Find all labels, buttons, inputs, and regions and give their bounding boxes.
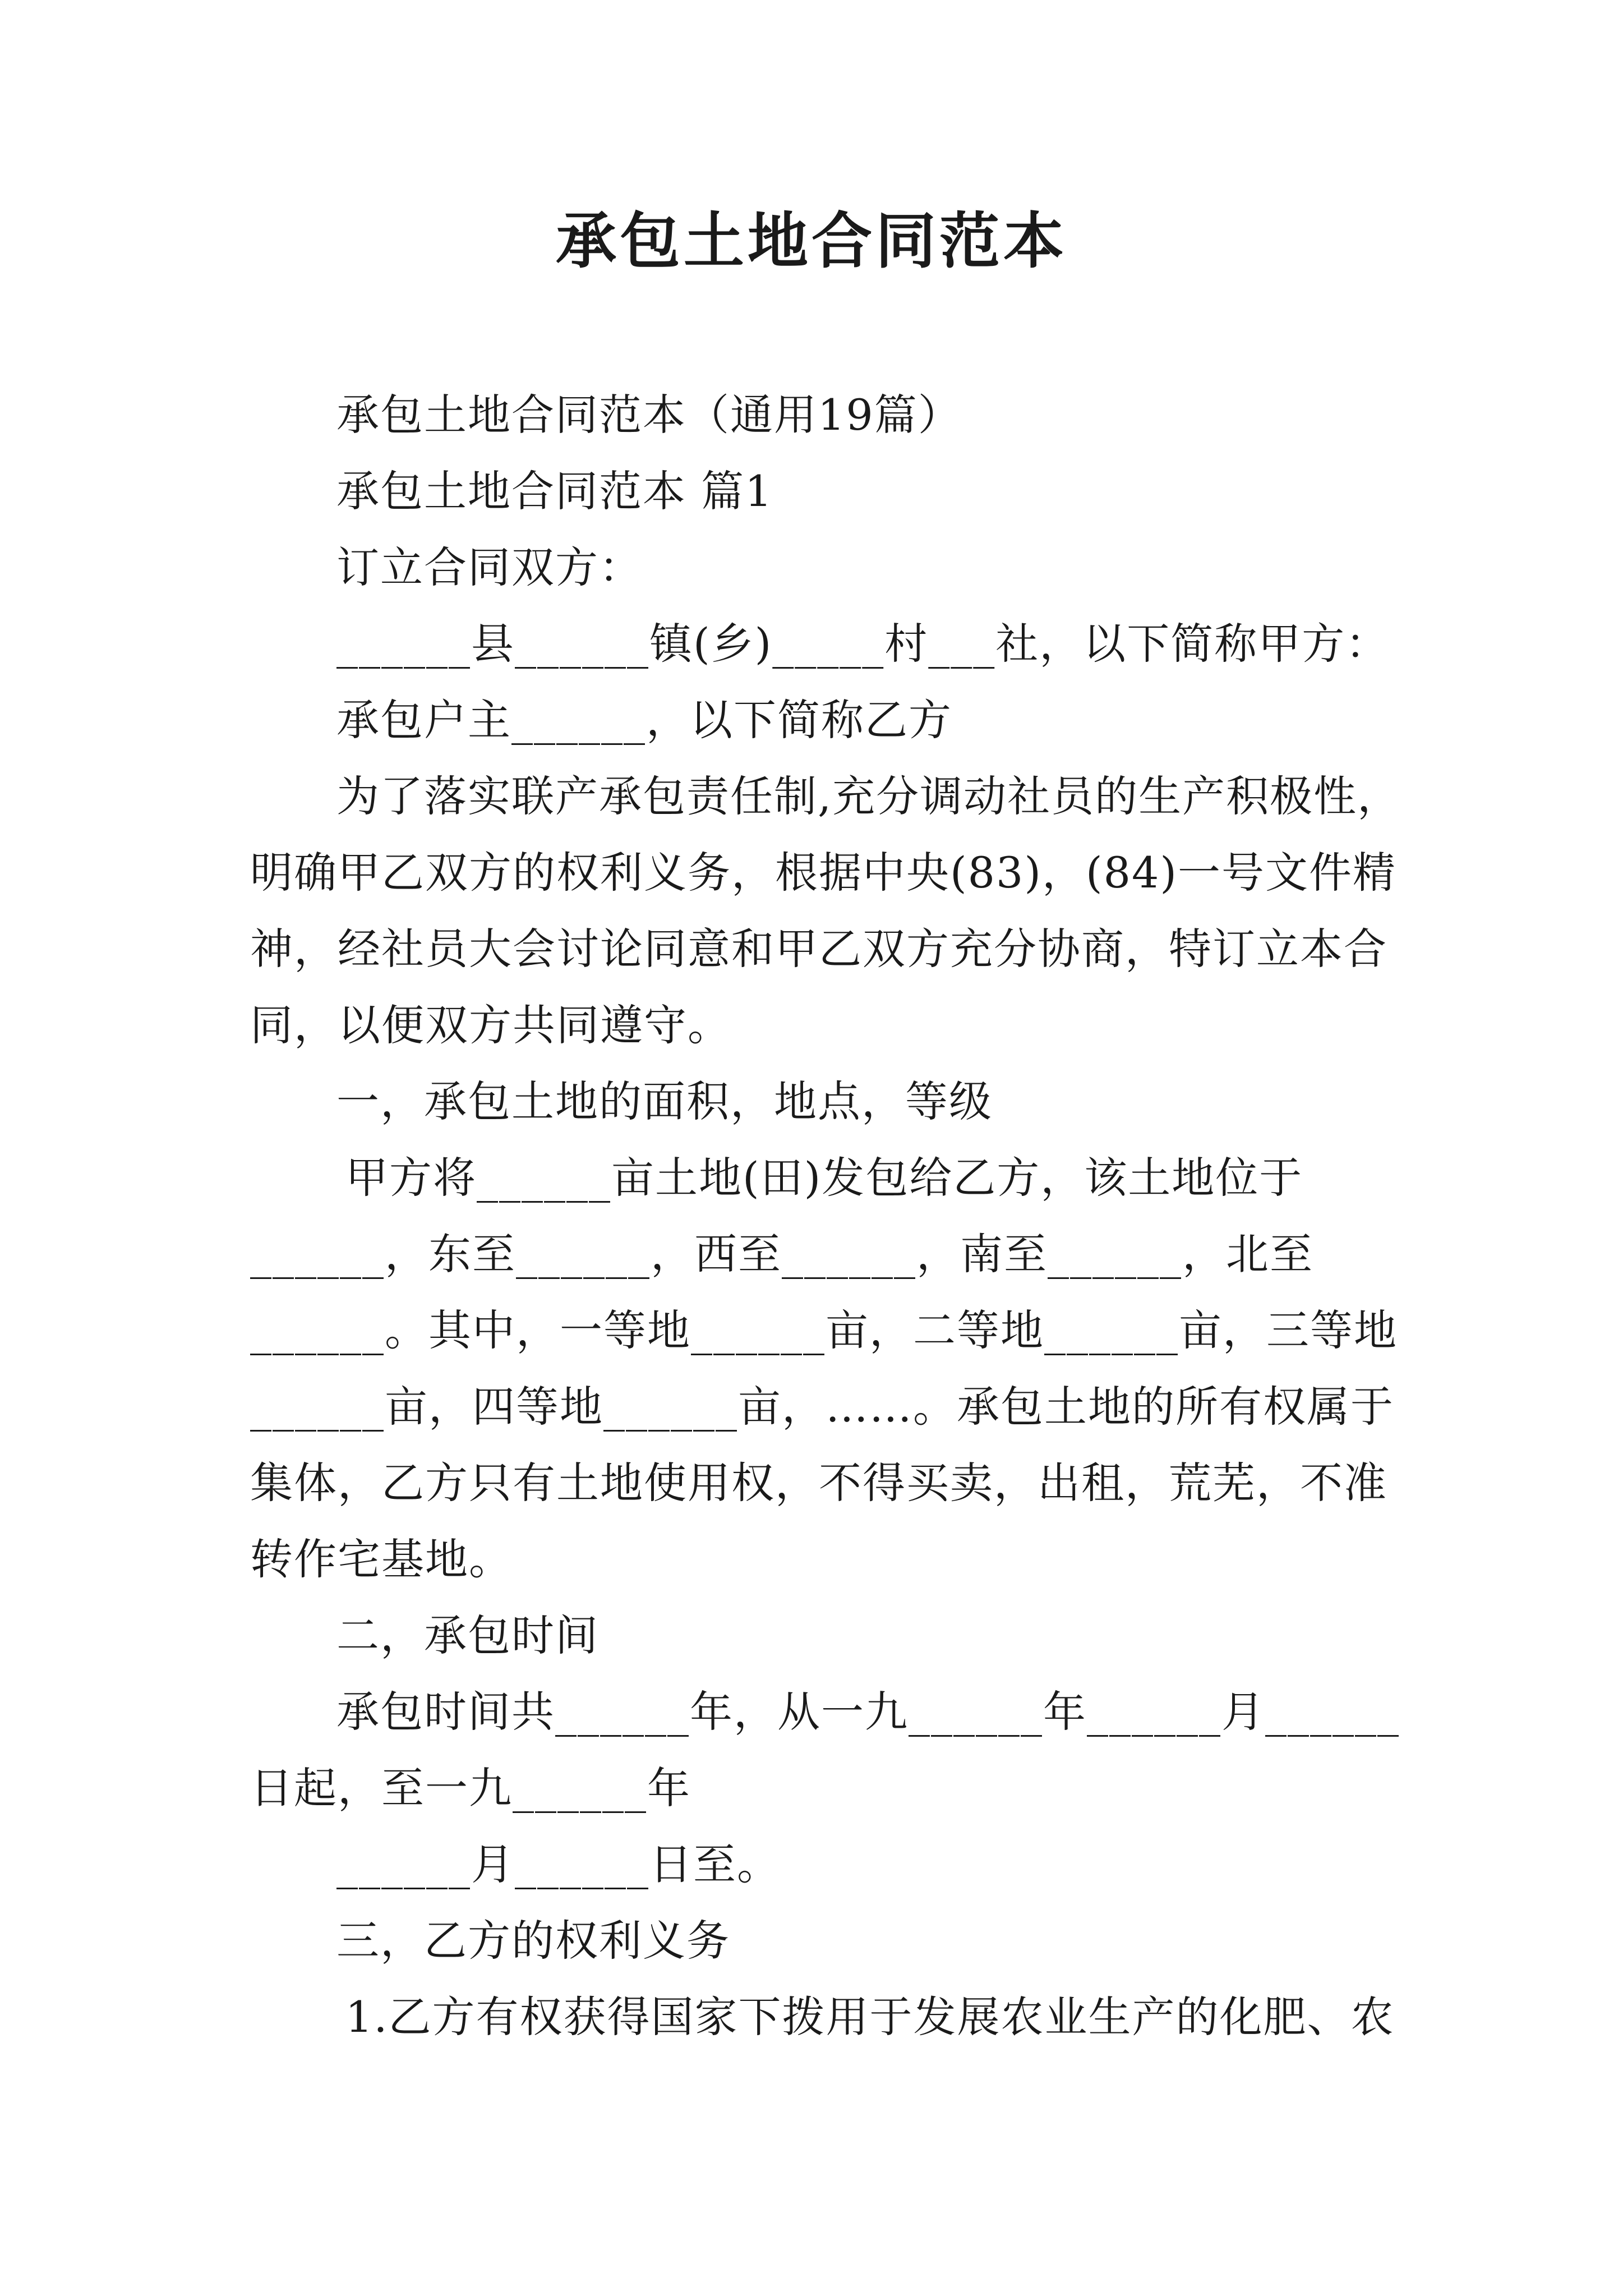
paragraph-line: ______，东至______，西至______，南至______，北至 (250, 1229, 1313, 1279)
paragraph-line: ______亩，四等地______亩，……。承包土地的所有权属于 (250, 1382, 1394, 1432)
paragraph-line: 1.乙方有权获得国家下拨用于发展农业生产的化肥、农 (345, 1992, 1395, 2042)
paragraph-line: ______县______镇(乡)_____村___社，以下简称甲方： (336, 619, 1390, 669)
paragraph-line: 承包户主______，以下简称乙方 (336, 695, 952, 745)
paragraph-line: 日起，至一九______年 (250, 1763, 691, 1813)
paragraph-line: ______月______日至。 (336, 1839, 781, 1889)
document-title: 承包土地合同范本 (555, 206, 1067, 277)
section-heading: 承包土地合同范本 篇1 (336, 466, 773, 516)
paragraph-line: 明确甲乙双方的权利义务，根据中央(83)，(84)一号文件精 (250, 848, 1397, 898)
section-heading: 二，承包时间 (336, 1611, 599, 1660)
paragraph-line: 同，以便双方共同遵守。 (250, 1000, 731, 1050)
paragraph-line: 为了落实联产承包责任制,充分调动社员的生产积极性， (336, 771, 1401, 821)
paragraph-line: 甲方将______亩土地(田)发包给乙方，该土地位于 (345, 1153, 1303, 1203)
paragraph-line: ______。其中，一等地______亩，二等地______亩，三等地 (250, 1305, 1398, 1355)
paragraph-line: 神，经社员大会讨论同意和甲乙双方充分协商，特订立本合 (250, 924, 1387, 974)
paragraph-line: 集体，乙方只有土地使用权，不得买卖，出租，荒芜，不准 (250, 1458, 1387, 1508)
paragraph-line: 订立合同双方： (336, 542, 643, 592)
subtitle-line: 承包土地合同范本（通用19篇） (336, 390, 962, 440)
section-heading: 三，乙方的权利义务 (336, 1916, 730, 1966)
section-heading: 一，承包土地的面积，地点，等级 (336, 1076, 993, 1126)
paragraph-line: 转作宅基地。 (250, 1534, 513, 1584)
paragraph-line: 承包时间共______年，从一九______年______月______ (336, 1687, 1400, 1737)
